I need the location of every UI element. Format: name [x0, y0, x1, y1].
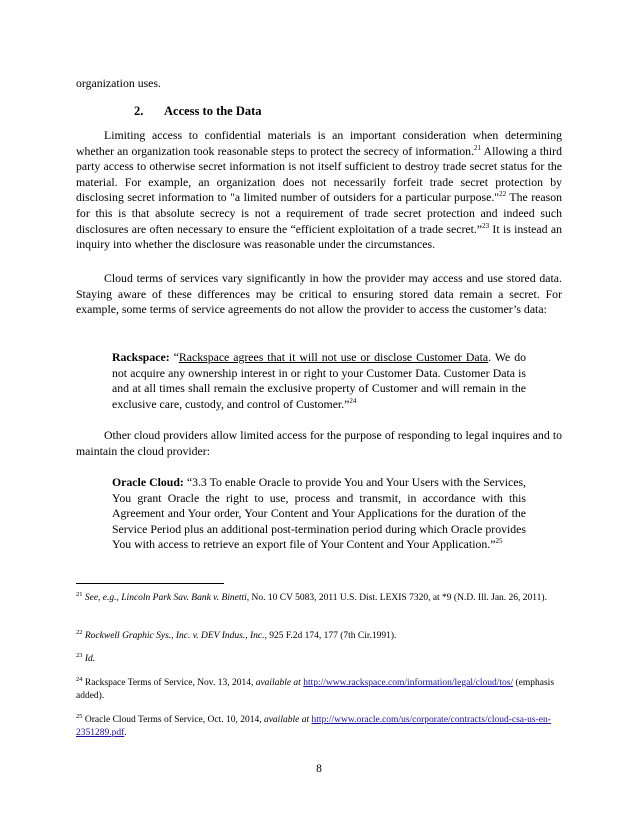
blockquote-oracle [112, 475, 526, 553]
citation-signal: available at [263, 715, 310, 725]
footnote-21 [76, 592, 562, 605]
footnote-number: 22 [76, 628, 83, 636]
paragraph-continuation: organization uses. [76, 76, 161, 90]
citation-text: , No. 10 CV 5083, 2011 U.S. Dist. LEXIS 7320, at *9 (N.D. Ill. Jan. 26, 2011). [246, 593, 547, 603]
footnote-24 [76, 677, 562, 703]
footnote-number: 23 [76, 651, 83, 659]
footnote-divider [76, 583, 224, 584]
footnote-ref-25[interactable]: 25 [495, 537, 503, 546]
paragraph-cloud-terms: Cloud terms of services vary significantly in how the provider may access and use stored data. Staying aware of these differences may be critical to ensuring stored data remain a secret. For example, some terms of service agreements do not allow the provider to access the customer’s data: [76, 271, 562, 317]
quote-text: . We do not acquire any ownership interest in or right to your Customer Data. Customer Data is and at all times shall remain the exclusive property of Customer and will remain in the exclusive care, custody, and control of Customer.” [112, 350, 527, 411]
citation-text: , 925 F.2d 174, 177 (7th Cir.1991). [264, 631, 397, 641]
oracle-tos-link[interactable]: http://www.oracle.com/us/corporate/contracts/cloud-csa-us-en-2351289.pdf [76, 715, 551, 738]
citation-text: Oracle Cloud Terms of Service, Oct. 10, 2014, [82, 715, 264, 725]
citation-text: Rackspace Terms of Service, Nov. 13, 2014, [82, 678, 256, 688]
footnote-number: 25 [76, 712, 83, 720]
rackspace-tos-link[interactable]: http://www.rackspace.com/information/legal/cloud/tos/ [303, 678, 514, 688]
footnote-ref-21[interactable]: 21 [474, 143, 482, 152]
footnote-23 [76, 653, 562, 666]
paragraph-text: Limiting access to confidential materials is an important consideration when determining whether an organization took reasonable steps to protect the secrecy of information. [76, 128, 562, 158]
section-title: Access to the Data [164, 104, 262, 118]
blockquote-rackspace [112, 350, 526, 412]
section-number: 2. [134, 104, 144, 118]
section-heading [134, 104, 262, 119]
quote-label: Rackspace: [112, 350, 170, 364]
footnote-ref-23[interactable]: 23 [482, 221, 490, 230]
paragraph-text: Allowing a third party access to otherwise secret information is not itself sufficient to destroy trade secret status for the material. For example, an organization does not necessarily forfeit trade secret protection by disclosing secret information to "a limited number of outsiders for a particular purpose." [76, 143, 563, 205]
footnote-25 [76, 714, 562, 740]
quote-text: “ [169, 350, 179, 364]
footnote-number: 24 [76, 675, 83, 683]
citation-text: (emphasis added). [76, 678, 555, 701]
quote-text: “3.3 To enable Oracle to provide You and Your Users with the Services, You grant Oracle the right to use, process and transmit, in accordance with this Agreement and Your order, Your Content and Your Applications for the duration of the Service Period plus an additional post-termination period during which Oracle provides You with access to retrieve an export file of Your Content and Your Application.” [112, 475, 526, 552]
citation-text: Id. [84, 654, 96, 664]
citation-text: . [124, 728, 127, 738]
footnote-22 [76, 630, 562, 643]
footnote-ref-24[interactable]: 24 [349, 396, 357, 405]
case-name: See, e.g., Lincoln Park Sav. Bank v. Binetti [84, 593, 247, 603]
quote-label: Oracle Cloud: [112, 475, 184, 489]
paragraph-other-providers: Other cloud providers allow limited access for the purpose of responding to legal inquires and to maintain the cloud provider: [76, 428, 562, 458]
page-number: 8 [316, 763, 322, 775]
paragraph-access-limiting [76, 128, 562, 253]
paragraph-text: It is instead an inquiry into whether the disclosure was reasonable under the circumstances. [76, 221, 563, 252]
paragraph-text: The reason for this is that absolute secrecy is not a requirement of trade secret protection and indeed such disclosures are often necessary to ensure the “efficient exploitation of a trade secret.” [76, 190, 562, 236]
case-name: Rockwell Graphic Sys., Inc. v. DEV Indus., Inc. [84, 631, 265, 641]
citation-signal: available at [255, 678, 301, 688]
quote-underlined-text: Rackspace agrees that it will not use or disclose Customer Data [178, 350, 489, 364]
footnote-ref-22[interactable]: 22 [499, 190, 507, 199]
footnote-number: 21 [76, 590, 83, 598]
